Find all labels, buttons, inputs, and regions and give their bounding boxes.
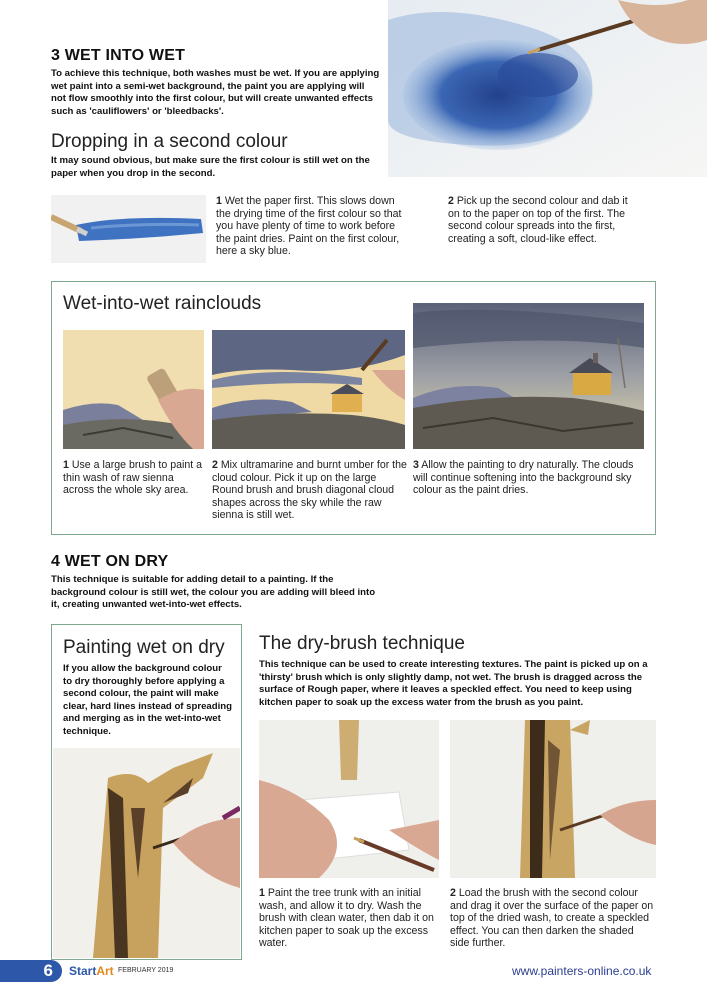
dry-brush-step-1-photo [259, 720, 439, 878]
page-number-tab [0, 960, 62, 982]
section-4-heading: 4 WET ON DRY [51, 553, 169, 570]
tree-trunk-wet-on-dry-photo [53, 748, 240, 958]
dry-brush-step-1: 1 Paint the tree trunk with an initial wash, and allow it to dry. Wash the brush with clean water, then dab it on kitchen paper to soak up the excess water. [259, 887, 434, 950]
website-url[interactable]: www.painters-online.co.uk [512, 964, 652, 978]
brand-logo: StartArt [69, 964, 114, 978]
dry-brush-step-2: 2 Load the brush with the second colour and drag it over the surface of the paper on top of the dried wash, to create a speckled effect. You can then darken the shaded side further. [450, 887, 654, 950]
raincloud-step-2: 2 Mix ultramarine and burnt umber for the cloud colour. Pick it up on the large Round brush and brush diagonal cloud shapes across the sky while the raw sienna is still wet. [212, 459, 407, 522]
raincloud-step-3-photo [413, 303, 644, 449]
wet-on-dry-heading: Painting wet on dry [63, 637, 225, 658]
dropping-lead: It may sound obvious, but make sure the first colour is still wet on the paper when you drop in the second. [51, 155, 370, 179]
dropping-step-2: 2 Pick up the second colour and dab it on to the paper on top of the first. The second colour spreads into the first, creating a soft, cloud-like effect. [448, 195, 628, 245]
dry-brush-step-2-photo [450, 720, 656, 878]
section-3-heading: 3 WET INTO WET [51, 47, 186, 64]
issue-date: FEBRUARY 2019 [118, 967, 174, 974]
page-number: 6 [43, 961, 53, 980]
rainclouds-heading: Wet-into-wet rainclouds [63, 293, 262, 314]
dropping-step-1: 1 Wet the paper first. This slows down the drying time of the first colour so that you have plenty of time to work before the paint dries. Paint on the first colour, here a sky blue. [216, 195, 402, 258]
section-4-lead: This technique is suitable for adding detail to a painting. If the background colour is still wet, the colour you are adding will bleed into it, creating unwanted wet-into-wet effects. [51, 574, 376, 611]
raincloud-step-1: 1 Use a large brush to paint a thin wash of raw sienna across the whole sky area. [63, 459, 202, 497]
section-3-lead: To achieve this technique, both washes must be wet. If you are applying wet paint into a semi-wet background, the paint you are applying will not flow smoothly into the first colour, but will create unwanted effects such as 'cauliflowers' or 'bleedbacks'. [51, 68, 380, 117]
raincloud-step-1-photo [63, 330, 204, 449]
dropping-heading: Dropping in a second colour [51, 131, 288, 152]
raincloud-step-2-photo [212, 330, 405, 449]
dry-brush-heading: The dry-brush technique [259, 633, 465, 654]
raincloud-step-3: 3 Allow the painting to dry naturally. The clouds will continue softening into the background sky colour as the paint dries. [413, 459, 634, 497]
blue-wash-photo [388, 0, 707, 177]
dry-brush-lead: This technique can be used to create interesting textures. The paint is picked up on a 'thirsty' brush which is only slightly damp, not wet. The brush is dragged across the surface of Rough paper, where it leaves a speckled effect. You need to keep using kitchen paper to soak up the excess water from the brush as you paint. [259, 659, 648, 708]
sky-blue-stroke-photo [51, 195, 206, 263]
wet-on-dry-text: If you allow the background colour to dry thoroughly before applying a second colour, the paint will make clear, hard lines instead of spreading and merging as in the wet-into-wet technique. [63, 663, 233, 737]
